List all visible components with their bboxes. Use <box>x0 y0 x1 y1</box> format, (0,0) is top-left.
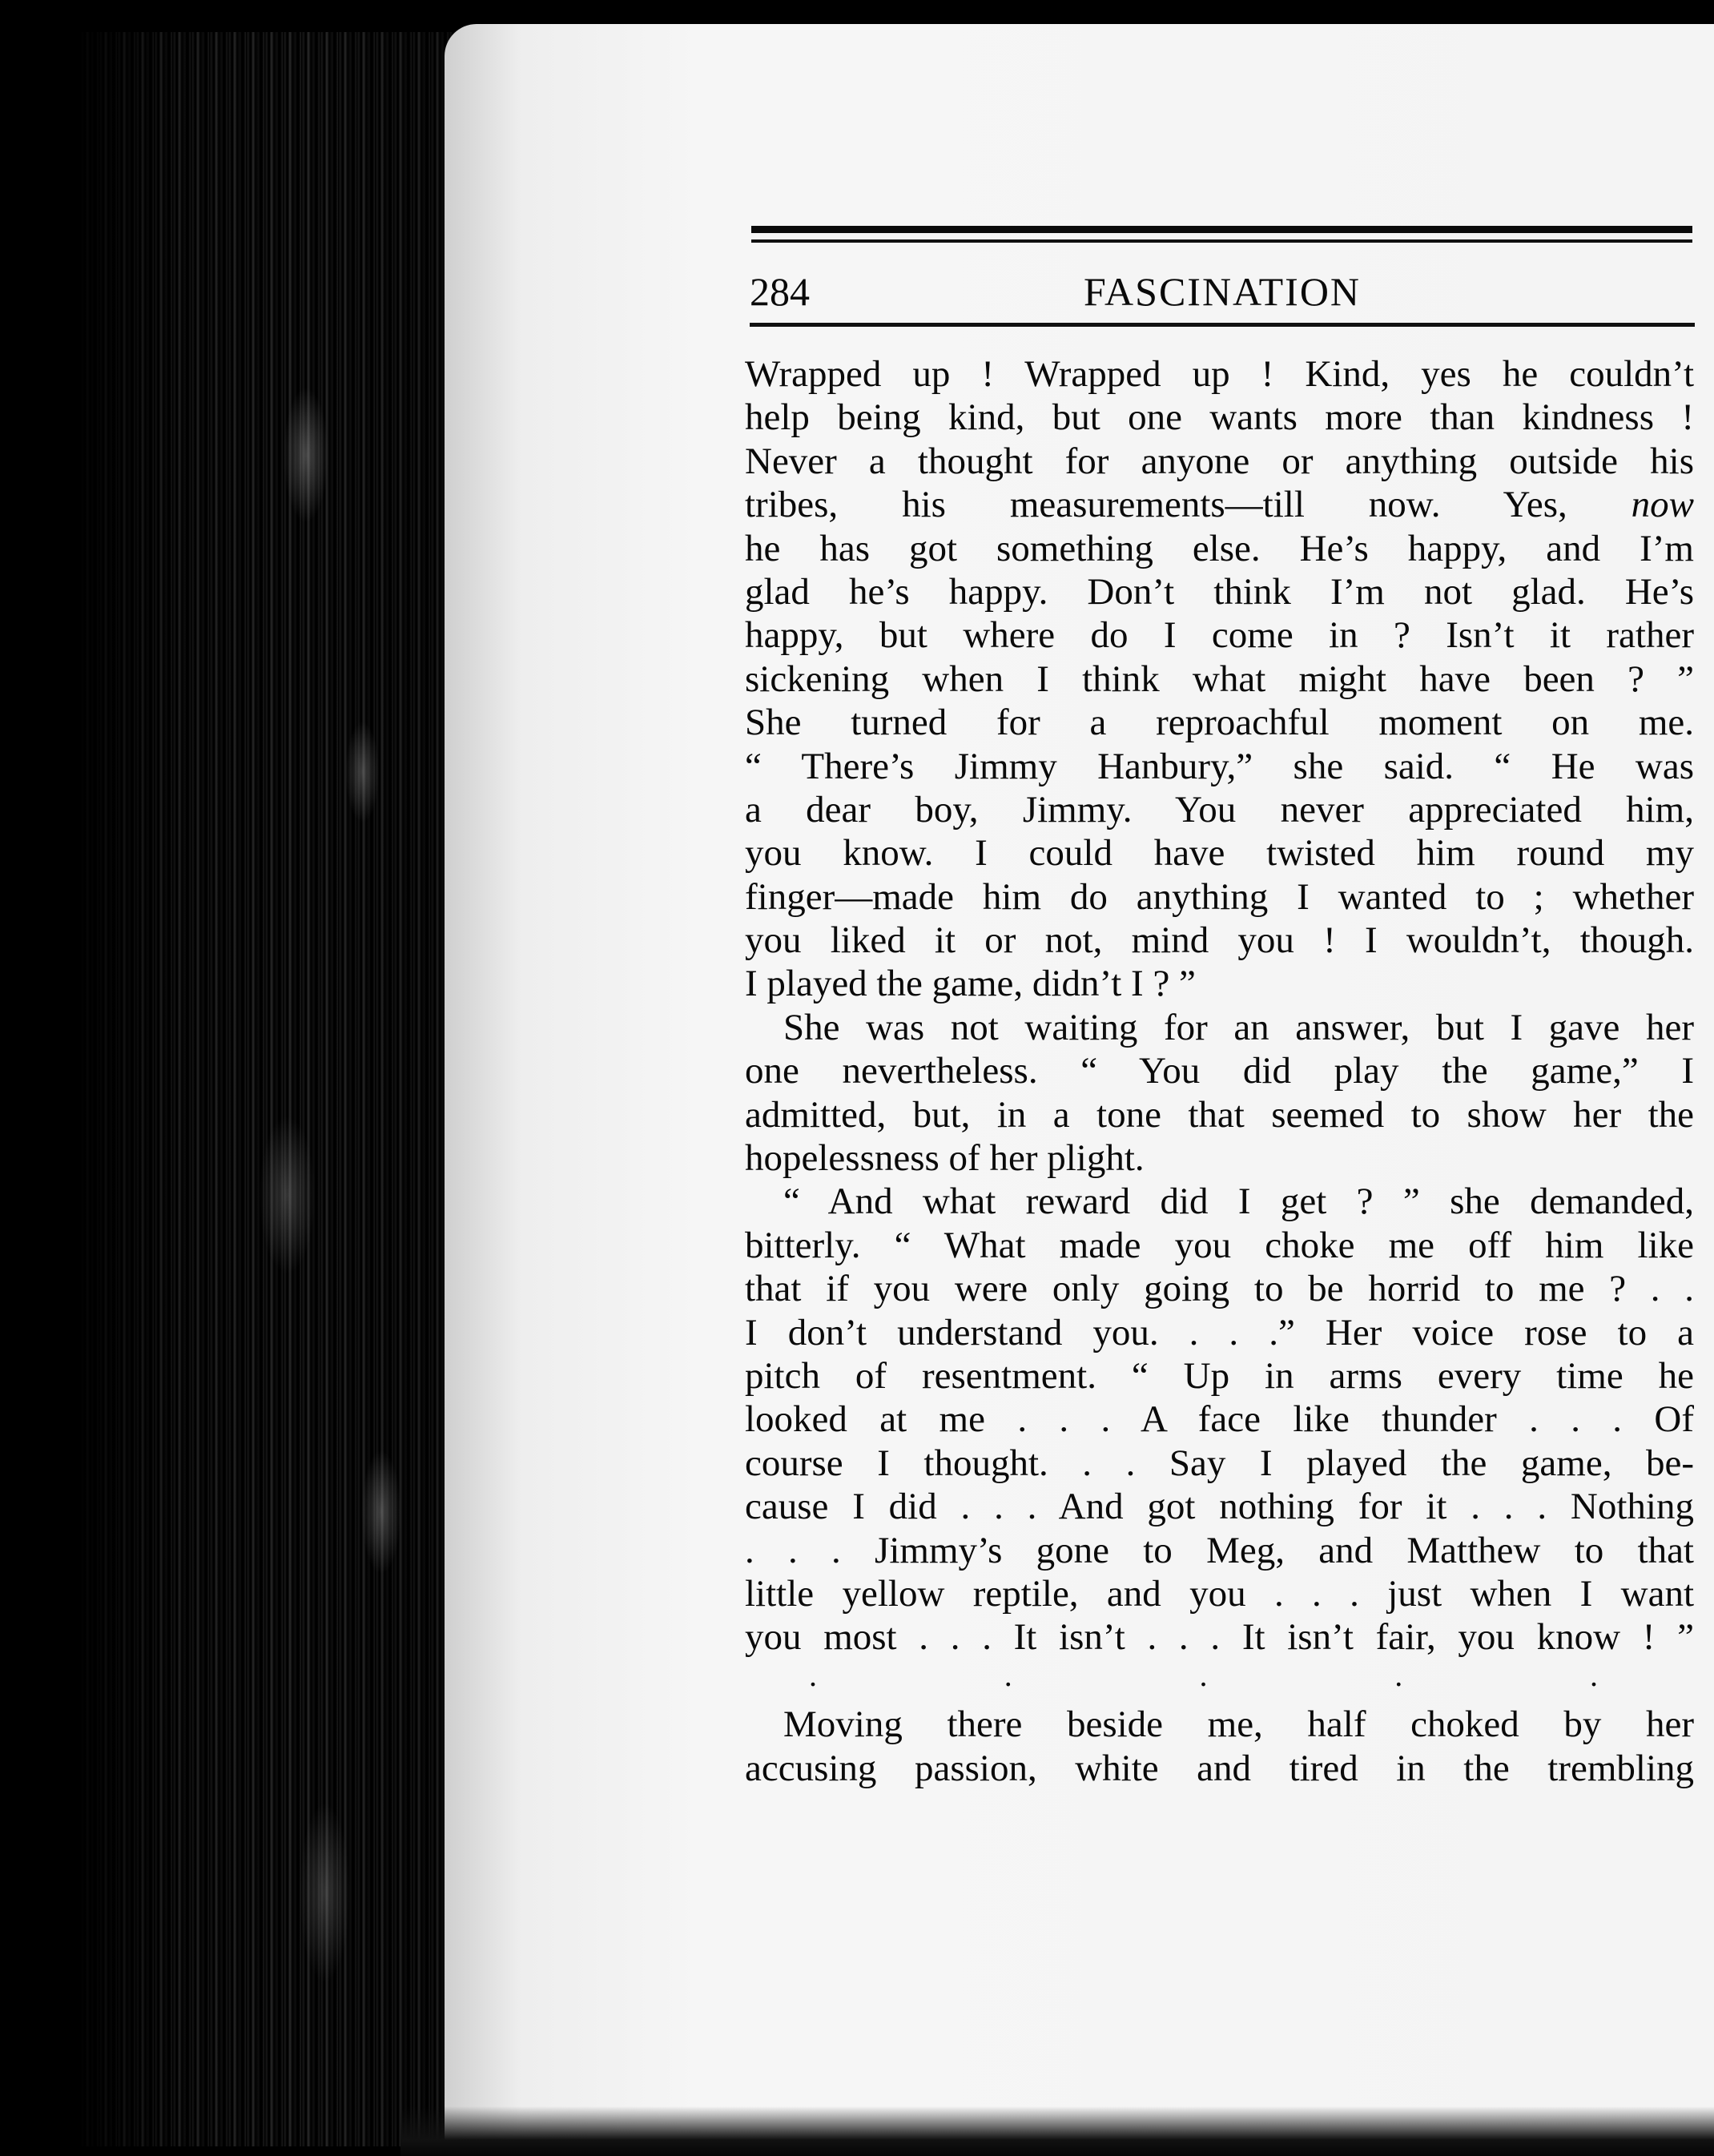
text-line: Moving there beside me, half choked by her <box>783 1703 1694 1746</box>
text-line: finger—made him do anything I wanted to ; whether <box>745 875 1694 918</box>
text-line: a dear boy, Jimmy. You never appreciated him, <box>745 788 1694 831</box>
text-line: cause I did . . . And got nothing for it . . . Nothing <box>745 1486 1694 1528</box>
body-text <box>745 352 1694 1790</box>
running-head <box>750 266 1695 317</box>
text-line: tribes, his measurements—till now. Yes, now <box>745 484 1694 526</box>
text-line: I played the game, didn’t I ? ” <box>745 963 1196 1005</box>
running-title: FASCINATION <box>1083 269 1362 314</box>
text-line: . . . Jimmy’s gone to Meg, and Matthew to that <box>745 1529 1694 1571</box>
text-line: Never a thought for anyone or anything outside his <box>745 440 1694 482</box>
page-number: 284 <box>750 269 810 314</box>
text-line: happy, but where do I come in ? Isn’t it rather <box>745 614 1694 657</box>
text-line: I don’t understand you. . . .” Her voice rose to a <box>745 1311 1694 1354</box>
text-line: you most . . . It isn’t . . . It isn’t fair, you know ! ” <box>745 1616 1694 1659</box>
book-edge-texture <box>80 32 457 2146</box>
text-line: bitterly. “ What made you choke me off him like <box>745 1224 1694 1266</box>
text-line: you liked it or not, mind you ! I wouldn’t, though. <box>745 919 1694 962</box>
text-line: “ There’s Jimmy Hanbury,” she said. “ He was <box>745 745 1694 787</box>
header-rule-thick <box>751 226 1692 233</box>
text-line: Wrapped up ! Wrapped up ! Kind, yes he couldn’t <box>745 353 1694 395</box>
text-line: “ And what reward did I get ? ” she demanded, <box>783 1181 1694 1223</box>
header-underline-rule <box>750 323 1695 327</box>
text-line: glad he’s happy. Don’t think I’m not glad. He’s <box>745 570 1694 613</box>
text-line: course I thought. . . Say I played the game, be- <box>745 1442 1694 1484</box>
text-line: one nevertheless. “ You did play the game,” I <box>745 1050 1694 1092</box>
emphasis-word: now <box>1631 484 1694 526</box>
page-bottom-shadow <box>400 2106 1714 2156</box>
header-rule-thin <box>751 239 1692 243</box>
text-line: accusing passion, white and tired in the trembling <box>745 1747 1694 1789</box>
text-line: admitted, but, in a tone that seemed to show her the <box>745 1093 1694 1136</box>
text-line: that if you were only going to be horrid to me ? . . <box>745 1268 1694 1310</box>
text-line: little yellow reptile, and you . . . just when I want <box>745 1572 1694 1615</box>
text-line: hopelessness of her plight. <box>745 1137 1145 1180</box>
text-line: She was not waiting for an answer, but I gave her <box>783 1006 1694 1048</box>
text-line: help being kind, but one wants more than kindness ! <box>745 396 1694 439</box>
text-line: She turned for a reproachful moment on me. <box>745 702 1694 744</box>
section-break-dots: . . . . . <box>809 1656 1598 1693</box>
text-line: you know. I could have twisted him round my <box>745 832 1694 875</box>
text-line: looked at me . . . A face like thunder . . . Of <box>745 1398 1694 1441</box>
text-line: pitch of resentment. “ Up in arms every time he <box>745 1354 1694 1397</box>
text-line: he has got something else. He’s happy, and I’m <box>745 527 1694 569</box>
text-line: sickening when I think what might have been ? ” <box>745 658 1694 700</box>
